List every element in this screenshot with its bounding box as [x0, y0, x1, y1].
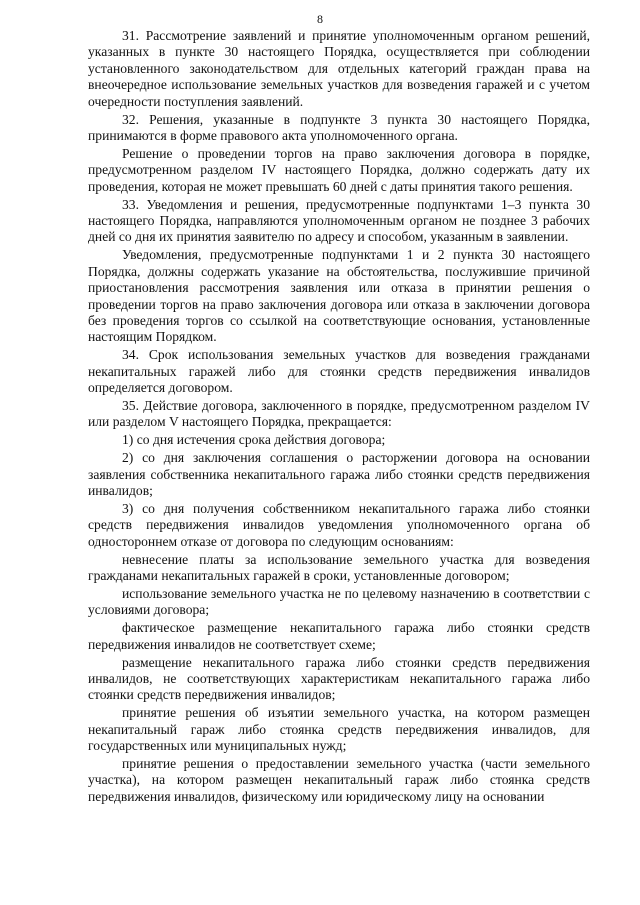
paragraph-33: 33. Уведомления и решения, предусмотренные подпунктами 1–3 пункта 30 настоящего Порядка, направляются уполномоченным органом не позднее 3 рабочих дней со дня их принятия заявителю по адресу и способом, указанным в заявлении. — [88, 196, 590, 245]
ground-scheme-mismatch: фактическое размещение некапитального гаража либо стоянки средств передвижения инвалидов не соответствует схеме; — [88, 620, 590, 652]
ground-nonpayment: невнесение платы за использование земельного участка для возведения гражданами некапитальных гаражей в сроки, установленные договором; — [88, 551, 590, 583]
paragraph-32: 32. Решения, указанные в подпункте 3 пункта 30 настоящего Порядка, принимаются в форме правового акта уполномоченного органа. — [88, 111, 590, 143]
document-body — [88, 28, 590, 805]
paragraph-35: 35. Действие договора, заключенного в порядке, предусмотренном разделом IV или разделом V настоящего Порядка, прекращается: — [88, 397, 590, 430]
paragraph-31: 31. Рассмотрение заявлений и принятие уполномоченным органом решений, указанных в пункте 30 настоящего Порядка, осуществляется при соблюдении установленного законодательством для отдельных категорий граждан права на внеочередное использование земельных участков для возведения гаражей и с учетом очередности поступления заявлений. — [88, 28, 590, 109]
ground-characteristics-mismatch: размещение некапитального гаража либо стоянки средств передвижения инвалидов, не соответствующих характеристикам некапитального гаража либо стоянки средств передвижения инвалидов; — [88, 654, 590, 703]
subitem-35-3: 3) со дня получения собственником некапитального гаража либо стоянки средств передвижения инвалидов уведомления уполномоченного органа об одностороннем отказе от договора по следующим основаниям: — [88, 500, 590, 549]
paragraph-32-auction-decision: Решение о проведении торгов на право заключения договора в порядке, предусмотренном разделом IV настоящего Порядка, должно содержать дату их проведения, которая не может превышать 60 дней с даты принятия такого решения. — [88, 145, 590, 194]
subitem-35-2: 2) со дня заключения соглашения о расторжении договора на основании заявления собственника некапитального гаража либо стоянки средств передвижения инвалидов; — [88, 450, 590, 498]
page-number: 8 — [317, 12, 323, 26]
ground-land-seizure: принятие решения об изъятии земельного участка, на котором размещен некапитальный гараж либо стоянка средств передвижения инвалидов, для государственных или муниципальных нужд; — [88, 705, 590, 754]
ground-land-provision: принятие решения о предоставлении земельного участка (части земельного участка), на котором размещен некапитальный гараж либо стоянка средств передвижения инвалидов, физическому или юридическому лицу на основании — [88, 755, 590, 804]
subitem-35-1: 1) со дня истечения срока действия договора; — [122, 432, 386, 448]
ground-misuse: использование земельного участка не по целевому назначению в соответствии с условиями договора; — [88, 585, 590, 618]
paragraph-34: 34. Срок использования земельных участков для возведения гражданами некапитальных гаражей либо для стоянки средств передвижения инвалидов определяется договором. — [88, 347, 590, 396]
paragraph-33-notifications: Уведомления, предусмотренные подпунктами 1 и 2 пункта 30 настоящего Порядка, должны содержать указание на обстоятельства, послужившие причиной приостановления рассмотрения заявления или отказа в принятии решения о проведении торгов на право заключения договора или отказа в заключении договора без проведения торгов со ссылкой на соответствующие основания, установленные настоящим Порядком. — [88, 247, 590, 345]
